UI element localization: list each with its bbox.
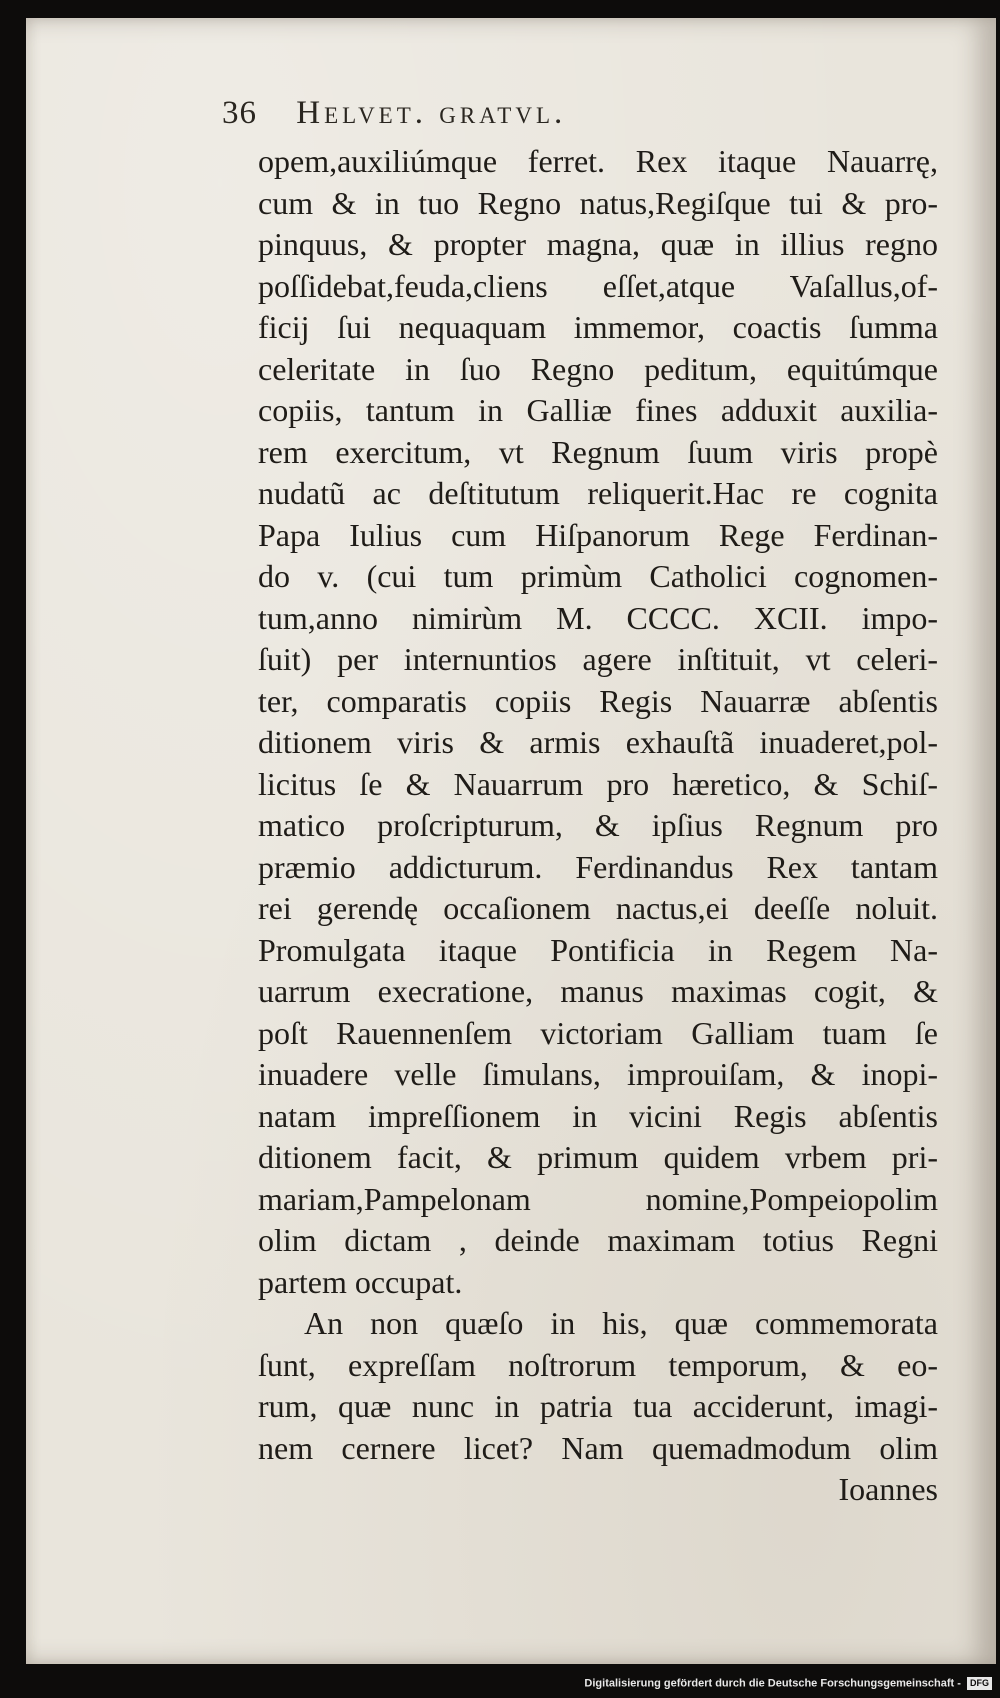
text-line: rum, quæ nunc in patria tua acciderunt, imagi-: [258, 1388, 938, 1424]
text-line: do v. (cui tum primùm Catholici cognomen-: [258, 558, 938, 594]
text-line: copiis, tantum in Galliæ fines adduxit auxilia-: [258, 392, 938, 428]
digitization-credit: [584, 1677, 992, 1695]
dfg-logo-icon: DFG: [967, 1677, 992, 1690]
text-line: mariam,Pampelonam nomine,Pompeiopolim: [258, 1180, 938, 1217]
text-line: ſunt, expreſſam noſtrorum temporum, & eo-: [258, 1346, 938, 1383]
page-header: [222, 95, 822, 139]
text-line: celeritate in ſuo Regno peditum, equitúmque: [258, 350, 938, 387]
credit-text: Digitalisierung gefördert durch die Deutsche Forschungsgemeinschaft -: [584, 1677, 961, 1690]
text-line: Promulgata itaque Pontificia in Regem Na-: [258, 931, 938, 968]
text-line: opem,auxiliúmque ferret. Rex itaque Nauarrę,: [258, 143, 938, 179]
text-line: partem occupat.: [258, 1263, 463, 1300]
text-line: poſſidebat,feuda,cliens eſſet,atque Vaſallus,of-: [258, 267, 938, 304]
text-line: natam impreſſionem in vicini Regis abſentis: [258, 1097, 938, 1134]
text-line: inuadere velle ſimulans, improuiſam, & inopi-: [258, 1056, 938, 1092]
text-line: ficij ſui nequaquam immemor, coactis ſumma: [258, 309, 938, 345]
text-line: ſuit) per internuntios agere inſtituit, vt celeri-: [258, 641, 938, 677]
text-line: ditionem viris & armis exhauſtã inuaderet,pol-: [258, 724, 938, 760]
text-line: uarrum execratione, manus maximas cogit, &: [258, 973, 938, 1009]
running-title: Helvet. gratvl.: [296, 95, 567, 131]
page-number: 36: [222, 95, 257, 131]
text-line: rei gerendę occaſionem nactus,ei deeſſe noluit.: [258, 890, 938, 926]
text-line: nem cernere licet? Nam quemadmodum olim: [258, 1429, 938, 1466]
text-line: poſt Rauennenſem victoriam Galliam tuam ſe: [258, 1014, 938, 1051]
text-line: præmio addicturum. Ferdinandus Rex tantam: [258, 848, 938, 885]
body-text: [258, 141, 938, 1511]
text-line: ditionem facit, & primum quidem vrbem pri-: [258, 1139, 938, 1175]
text-line: pinquus, & propter magna, quæ in illius regno: [258, 226, 938, 262]
text-line: rem exercitum, vt Regnum ſuum viris propè: [258, 433, 938, 470]
text-line: Papa Iulius cum Hiſpanorum Rege Ferdinan-: [258, 516, 938, 553]
text-line: matico proſcripturum, & ipſius Regnum pro: [258, 807, 938, 843]
text-line: cum & in tuo Regno natus,Regiſque tui & pro-: [258, 184, 938, 221]
text-line: olim dictam , deinde maximam totius Regni: [258, 1222, 938, 1258]
text-line: An non quæſo in his, quæ commemorata: [304, 1305, 938, 1341]
text-line: ter, comparatis copiis Regis Nauarræ abſentis: [258, 682, 938, 719]
text-line: tum,anno nimirùm M. CCCC. XCII. impo-: [258, 599, 938, 636]
text-line: licitus ſe & Nauarrum pro hæretico, & Schiſ-: [258, 765, 938, 802]
text-line: nudatũ ac deſtitutum reliquerit.Hac re cognita: [258, 475, 938, 511]
catchword: Ioannes: [838, 1471, 938, 1507]
